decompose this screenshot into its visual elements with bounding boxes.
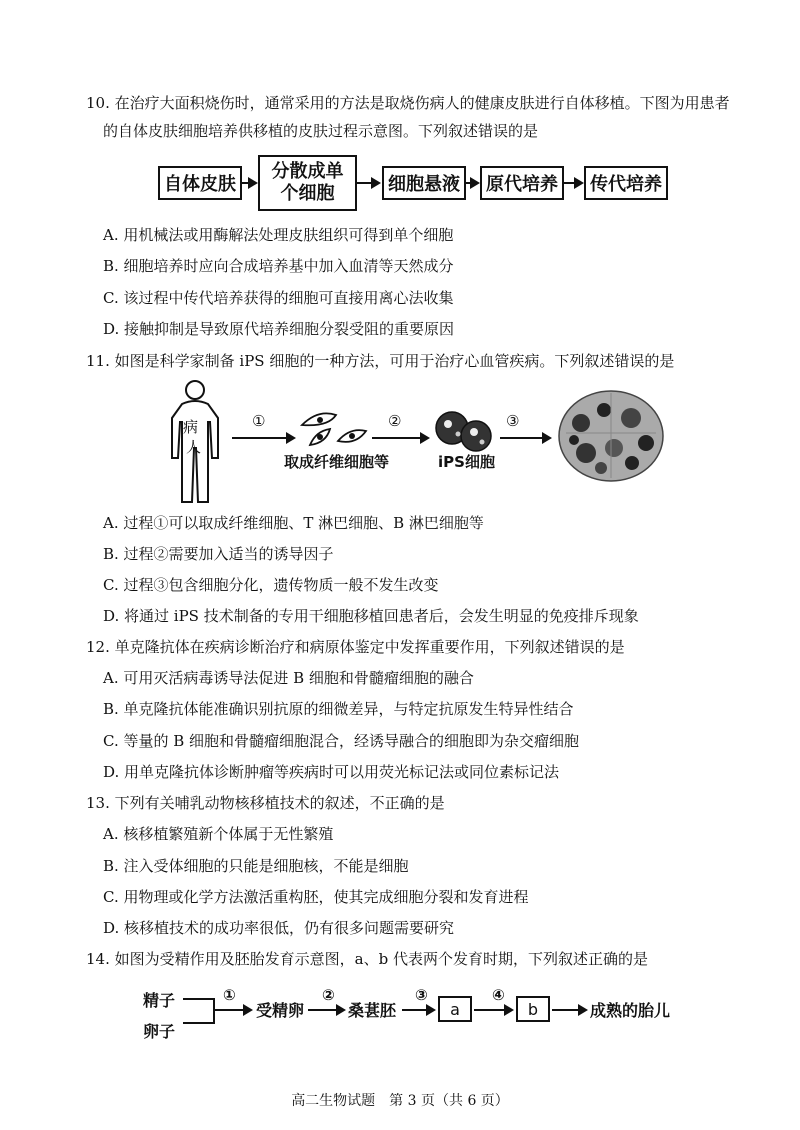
q12-option-c: C. 等量的 B 细胞和骨髓瘤细胞混合，经诱导融合的细胞即为杂交瘤细胞 [103,732,580,750]
q12-stem: 12. 单克隆抗体在疾病诊断治疗和病原体鉴定中发挥重要作用，下列叙述错误的是 [86,638,625,656]
differentiated-tissue-icon [556,388,666,484]
merge-bracket [183,998,215,1024]
q11-option-c: C. 过程③包含细胞分化，遗传物质一般不发生改变 [103,576,439,594]
step-2-marker: ② [388,412,402,430]
fibroblast-label: 取成纤维细胞等 [284,453,390,471]
q14-step-1: ① [223,986,236,1004]
q11-option-a: A. 过程①可以取成纤维细胞、T 淋巴细胞、B 淋巴细胞等 [103,514,484,532]
flow-step-disperse-line1: 分散成单 [271,161,344,182]
flow-arrow [466,182,478,184]
process-arrow-1 [232,437,294,439]
ips-label: iPS细胞 [438,453,495,471]
q12-option-a: A. 可用灭活病毒诱导法促进 B 细胞和骨髓瘤细胞的融合 [103,669,474,687]
q13-option-c: C. 用物理或化学方法激活重构胚，使其完成细胞分裂和发育进程 [103,888,529,906]
q14-step-2: ② [322,986,335,1004]
flow-step-primary-culture: 原代培养 [480,166,564,200]
flow-arrow [564,182,582,184]
q10-option-b: B. 细胞培养时应向合成培养基中加入血清等天然成分 [103,257,454,275]
q10-stem-line2: 的自体皮肤细胞培养供移植的皮肤过程示意图。下列叙述错误的是 [103,122,539,140]
fertilized-egg-label: 受精卵 [256,1001,305,1020]
stage-b-box: b [516,996,550,1022]
flow-step-disperse [258,155,357,211]
page-footer: 高二生物试题 第 3 页（共 6 页） [291,1093,509,1109]
q11-option-b: B. 过程②需要加入适当的诱导因子 [103,545,334,563]
step-1-marker: ① [252,412,266,430]
q10-option-d: D. 接触抑制是导致原代培养细胞分裂受阻的重要原因 [103,320,455,338]
q10-stem-line1: 10. 在治疗大面积烧伤时，通常采用的方法是取烧伤病人的健康皮肤进行自体移植。下图为用患者 [86,94,730,112]
q14-arrow-4 [474,1009,512,1011]
patient-label-2: 人 [186,438,202,456]
step-3-marker: ③ [506,412,520,430]
patient-label-1: 病 [183,418,199,436]
flow-step-suspension: 细胞悬液 [382,166,466,200]
q14-arrow-5 [552,1009,586,1011]
q13-stem: 13. 下列有关哺乳动物核移植技术的叙述，不正确的是 [86,794,445,812]
q13-option-d: D. 核移植技术的成功率很低，仍有很多问题需要研究 [103,919,455,937]
q14-step-4: ④ [492,986,505,1004]
q13-option-a: A. 核移植繁殖新个体属于无性繁殖 [103,825,334,843]
egg-label: 卵子 [143,1022,176,1041]
q14-arrow-3 [402,1009,434,1011]
q14-step-3: ③ [415,986,428,1004]
flow-arrow [357,182,379,184]
q14-arrow-2 [308,1009,344,1011]
q12-option-d: D. 用单克隆抗体诊断肿瘤等疾病时可以用荧光标记法或同位素标记法 [103,763,560,781]
q14-stem: 14. 如图为受精作用及胚胎发育示意图，a、b 代表两个发育时期，下列叙述正确的是 [86,950,648,968]
flow-step-skin: 自体皮肤 [158,166,242,200]
q11-stem: 11. 如图是科学家制备 iPS 细胞的一种方法，可用于治疗心血管疾病。下列叙述错误的是 [86,352,675,370]
process-arrow-2 [372,437,428,439]
mature-fetus-label: 成熟的胎儿 [590,1001,671,1020]
morula-label: 桑葚胚 [348,1001,397,1020]
flow-step-subculture: 传代培养 [584,166,668,200]
flow-step-disperse-line2: 个细胞 [280,183,335,204]
q10-option-c: C. 该过程中传代培养获得的细胞可直接用离心法收集 [103,289,454,307]
q14-arrow-1 [215,1009,251,1011]
q13-option-b: B. 注入受体细胞的只能是细胞核，不能是细胞 [103,857,409,875]
ips-cells-icon [432,408,498,454]
process-arrow-3 [500,437,550,439]
q10-option-a: A. 用机械法或用酶解法处理皮肤组织可得到单个细胞 [103,226,454,244]
q11-option-d: D. 将通过 iPS 技术制备的专用干细胞移植回患者后，会发生明显的免疫排斥现象 [103,607,639,625]
stage-a-box: a [438,996,472,1022]
sperm-label: 精子 [143,991,176,1010]
fibroblast-cells-icon [298,405,370,451]
flow-arrow [242,182,256,184]
q12-option-b: B. 单克隆抗体能准确识别抗原的细微差异，与特定抗原发生特异性结合 [103,700,574,718]
